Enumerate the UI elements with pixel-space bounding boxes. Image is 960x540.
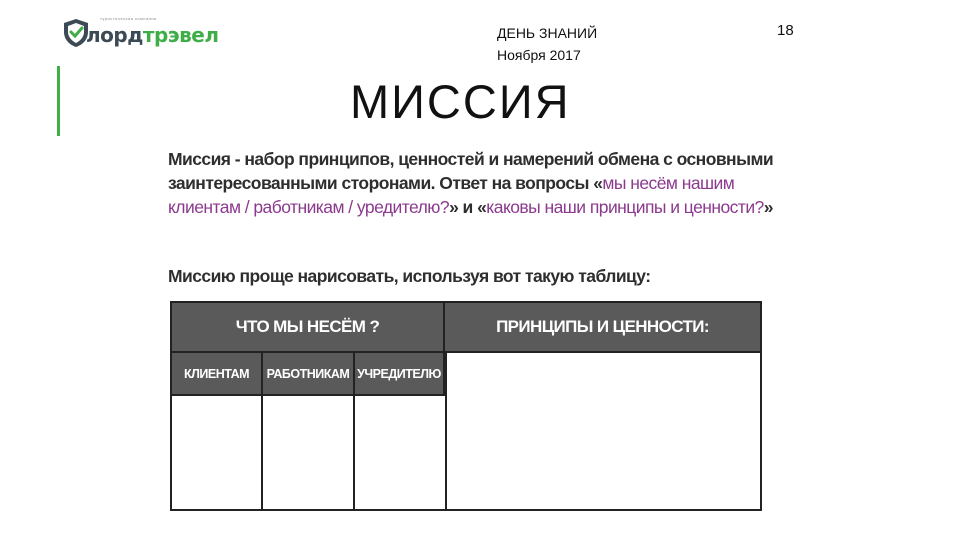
clients-cell	[172, 394, 263, 509]
subheader-clients: КЛИЕНТАМ	[172, 351, 263, 394]
founder-cell	[355, 394, 445, 509]
mission-table	[170, 301, 762, 511]
subheader-employees: РАБОТНИКАМ	[263, 351, 355, 394]
slide-number: 18	[777, 22, 794, 39]
mission-text-3: »	[763, 197, 773, 217]
logo-tagline: туристическая компания	[100, 16, 157, 21]
mission-question-1: мы несём нашим клиентам / работникам / уредителю?	[168, 173, 735, 217]
mission-question-2: каковы наши принципы и ценности?	[486, 197, 764, 217]
logo-brand-part2: трэвел	[142, 23, 219, 47]
event-info	[497, 22, 597, 66]
table-header-principles: ПРИНЦИПЫ И ЦЕННОСТИ:	[445, 303, 760, 351]
table-lead-text: Миссию проще нарисовать, используя вот такую таблицу:	[168, 266, 651, 286]
subheader-founder: УЧРЕДИТЕЛЮ	[355, 351, 445, 394]
slide-title: МИССИЯ	[350, 75, 571, 128]
employees-cell	[263, 394, 355, 509]
logo-brand-part1: лорд	[86, 23, 143, 47]
event-name: ДЕНЬ ЗНАНИЙ	[497, 25, 598, 41]
accent-bar	[57, 66, 60, 136]
logo-brand	[86, 23, 219, 47]
table-header-what-we-bring: ЧТО МЫ НЕСЁМ ?	[172, 303, 445, 351]
mission-definition	[168, 147, 778, 219]
mission-text-1: Миссия - набор принципов, ценностей и намерений обмена с основными заинтересованными сторонами. Ответ на вопросы «	[168, 149, 774, 193]
company-logo	[62, 14, 222, 50]
mission-text-2: » и «	[449, 197, 487, 217]
principles-cell	[445, 351, 760, 509]
event-date: Ноября 2017	[497, 47, 581, 63]
